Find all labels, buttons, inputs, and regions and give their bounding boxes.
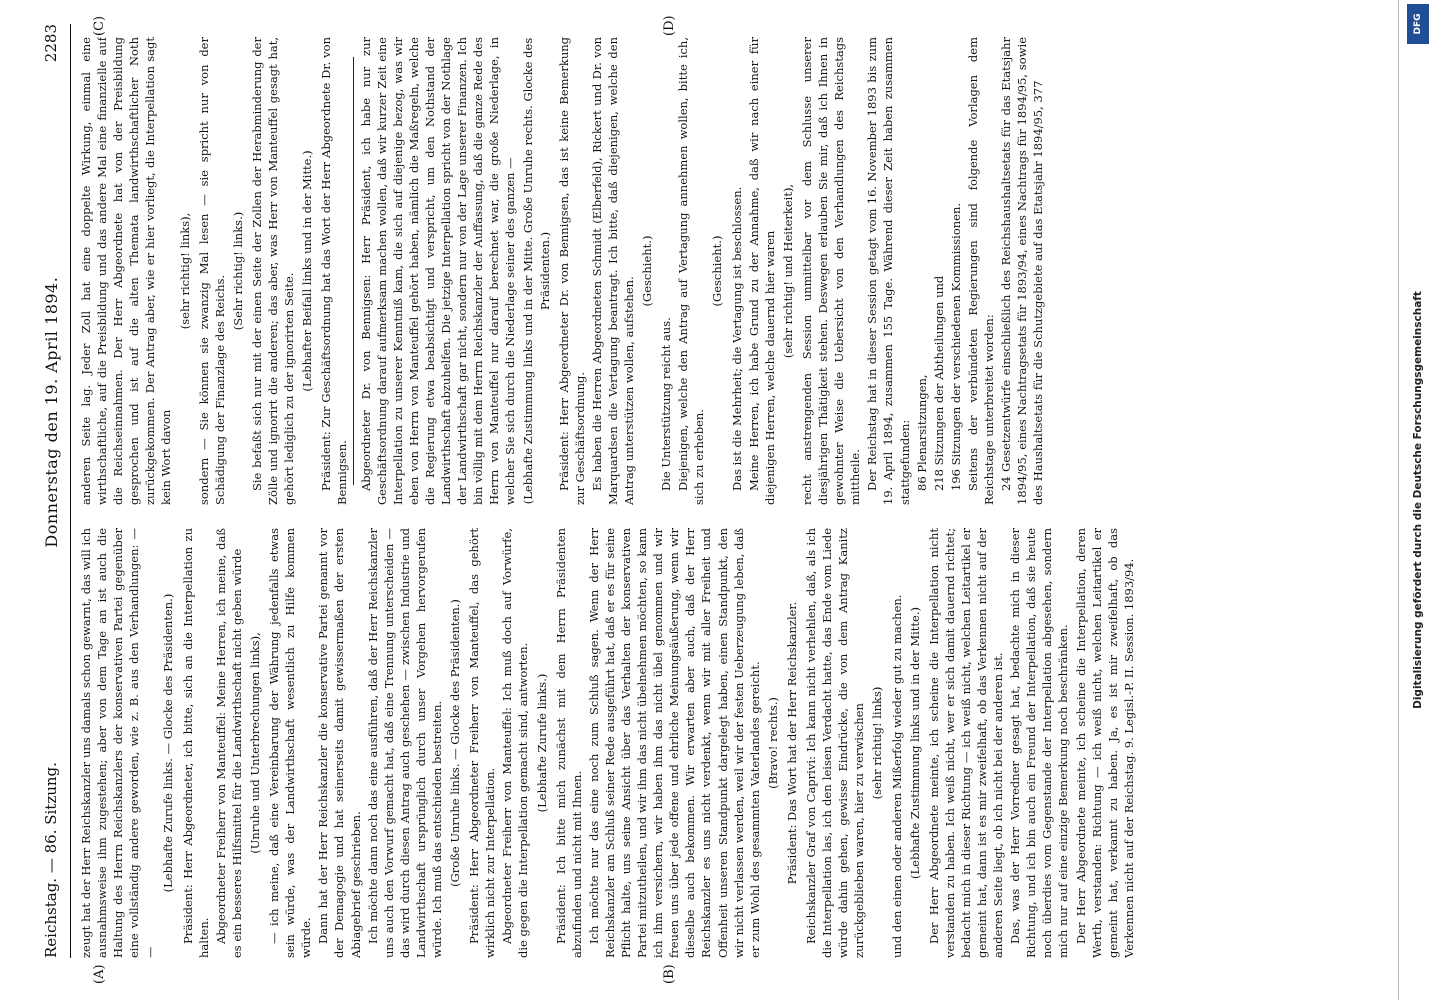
- interjection: (Lebhafte Zustimmung links und in der Mitte.): [907, 607, 922, 879]
- paragraph: Sie befaßt sich nur mit der einen Seite der Zollen der Herabminderung der Zölle und ignorirt die anderen; das aber, was Herr von Manteuffel gesagt hat, gehört lediglich zu der ignorirten Seite.: [249, 37, 297, 505]
- dfg-logo: [1407, 4, 1429, 44]
- margin-mark-b: (B): [662, 964, 677, 984]
- paragraph: Meine Herren, ich habe Grund zu der Annahme, daß wir nach einer für diejenigen Herren, welche dauernd hier waren: [746, 37, 777, 505]
- interjection: (Sehr richtig! links.): [230, 211, 245, 331]
- interjection: (Große Unruhe links. — Glocke des Präsidenten.): [448, 599, 463, 887]
- header-left: Reichstag. — 86. Sitzung.: [42, 762, 60, 958]
- page-number: 2283: [42, 24, 60, 63]
- interjection: (Unruhe und Unterbrechungen links),: [247, 632, 262, 854]
- interjection: (sehr richtig! links): [870, 686, 885, 800]
- paragraph: Diejenigen, welche den Antrag auf Vertagung annehmen wollen, bitte ich, sich zu erheben.: [676, 37, 707, 505]
- paragraph: Ich möchte dann noch das eine ausführen, daß der Herr Reichskanzler uns auch den Vorwurf gemacht hat, daß eine Trennung unterscheiden — das wird durch diesen Antrag auch geschehen — zwischen Industrie und Landwirthschaft ursprünglich durch unser Vorgehen hervorgerufen würde. Ich muß das entschieden bestreiten.: [365, 528, 444, 958]
- paragraph: Seitens der verbündeten Regierungen sind folgende Vorlagen dem Reichstage unterbreitet worden:: [965, 37, 996, 505]
- interjection: (Geschieht.): [710, 235, 725, 307]
- header-date: Donnerstag den 19. April 1894.: [41, 276, 61, 548]
- interjection: (Lebhafte Zurufe links.): [534, 673, 549, 813]
- section-rule: [353, 57, 354, 485]
- paragraph: zeugt hat der Herr Reichskanzler uns damals schon gewarnt, das will ich ausnahmsweise ihm zugestehen; aber von dem Tage an ist auch die Haltung des Herrn Reichskanzlers der konservativen Partei gegenüber eine vollständig andere geworden, wie z. B. aus den Verhandlungen: — —: [79, 528, 158, 958]
- text-column-left: [78, 528, 1370, 958]
- dfg-logo-text: DFG: [1413, 13, 1423, 35]
- paragraph: Die Unterstützung reicht aus.: [659, 317, 674, 491]
- paragraph: Der Reichstag hat in dieser Session getagt vom 16. November 1893 bis zum 19. April 1894, zusammen 155 Tage. Während dieser Zeit haben zusammen stattgefunden:: [865, 37, 912, 505]
- margin-mark-c: (C): [92, 15, 107, 36]
- paragraph: Abgeordneter Freiherr von Manteuffel: Meine Herren, ich meine, daß es ein besseres Hilfsmittel für die Landwirthschaft nicht geben würde: [213, 528, 244, 958]
- paragraph: Dann hat der Herr Reichskanzler die konservative Partei genannt vor der Demagogie und hat seinerseits damit gewissermaßen der ersten Abiagebrief geschrieben.: [316, 528, 363, 958]
- paragraph: Präsident: Herr Abgeordneter, ich bitte, sich an die Interpellation zu halten.: [180, 528, 211, 958]
- paragraph: Präsident: Ich bitte mich zunächst mit dem Herrn Präsidenten abzufinden und nicht mit Ihnen.: [553, 528, 584, 958]
- paragraph: Das, was der Herr Vorredner gesagt hat, bedachte mich in dieser Richtung, und ich bin auch ein Freund der Interpellation, daß sie heute noch überdies vom Gegenstande der Interpellation abgesehen, sondern mich nur auf eine einzige Bemerkung noch beschränken.: [1008, 528, 1071, 958]
- paragraph: Abgeordneter Freiherr von Manteuffel: Ich muß doch auf Vorwürfe, die gegen die Interpellation gemacht sind, antworten.: [500, 528, 531, 958]
- margin-separator: [1398, 0, 1399, 1000]
- paragraph: Ich möchte nur das eine noch zum Schluß sagen. Wenn der Herr Reichskanzler am Schluß seiner Rede ausgeführt hat, daß er es für seine Pflicht halte, uns seine Ansicht über das Verhalten der konservativen Partei mitzutheilen, und wir ihm das nicht übelnehmen möchten, so kann ich ihm versichern, wir haben ihm das nicht übel genommen und wir freuen uns über jede offene und ehrliche Meinungsäußerung, wenn wir dieselbe auch bekommen. Wir erwarten aber auch, daß der Herr Reichskanzler es uns nicht verdenkt, wenn wir mit aller Freiheit und Offenheit unseren Standpunkt dargelegt haben, einen Standpunkt, den wir nicht verlassen werden, weil wir der festen Ueberzeugung leben, daß er zum Wohl des gesammten Vaterlandes gereicht.: [586, 528, 762, 958]
- interjection: (Lebhafter Beifall links und in der Mitte.): [300, 150, 315, 392]
- margin-mark-a: (A): [92, 964, 107, 984]
- paragraph: Reichskanzler Graf von Caprivi: Ich kann nicht verhehlen, daß, als ich die Interpellation las, ich den leisen Verdacht hatte, das Ende vom Liede würde dahin gehen, gewisse Eindrücke, die von dem Antrag Kanitz zurückgeblieben waren, hier zu verwischen: [804, 528, 867, 958]
- paragraph: Das ist die Mehrheit; die Vertagung ist beschlossen.: [729, 186, 744, 491]
- paragraph: Der Herr Abgeordnete meinte, ich scheine die Interpellation nicht verstanden zu haben. Ich weiß nicht, wer er sich damit dauernd richtet; bedacht mich in dieser Richtung — ich weiß nicht, welchen Leitartikel er gemeint hat, dann ist es mir zweifelhaft, ob das Verkennen nicht auf der anderen Seite liegt, ob ich nicht bei der anderen ist.: [926, 528, 1006, 958]
- paragraph: anderen Seite lag. Jeder Zoll hat eine doppelte Wirkung, einmal eine wirthschaftliche, auf die Preisbildung und das andere Mal eine finanzielle auf die Reichseinnahmen. Der Herr Abgeordnete hat von der Preisbildung gesprochen und ist auf die alten Themata landwirthschaftlicher Noth zurückgekommen. Der Antrag aber, wie er hier vorliegt, die Interpellation sagt kein Wort davon: [79, 37, 174, 505]
- paragraph: — ich meine, daß eine Vereinbarung der Währung jedenfalls etwas sein würde, was der Landwirthschaft wesentlich zu Hilfe kommen würde.: [267, 528, 314, 958]
- paragraph: sondern — Sie können sie zwanzig Mal lesen — sie spricht nur von der Schädigung der Finanzlage des Reichs.: [196, 37, 227, 505]
- paragraph: Präsident: Zur Geschäftsordnung hat das Wort der Herr Abgeordnete Dr. von Bennigsen.: [319, 37, 350, 505]
- margin-mark-d: (D): [662, 15, 677, 36]
- text-column-right: [78, 37, 1370, 505]
- interjection: (Geschieht.): [640, 235, 655, 307]
- interjection: (Lebhafte Zustimmung links und in der Mitte. Große Unruhe rechts. Glocke des Präsidenten.): [521, 37, 552, 505]
- interjection: (Bravo! rechts.): [765, 697, 780, 789]
- speaker-line: Präsident: Das Wort hat der Herr Reichskanzler.: [784, 601, 799, 885]
- digitization-footer: [1404, 0, 1432, 1000]
- paragraph: Präsident: Herr Abgeordneter Freiherr von Manteuffel, das gehört wirklich nicht zur Interpellation.: [467, 528, 498, 958]
- paragraph: recht anstrengenden Session unmittelbar vor dem Schlusse unserer diesjährigen Thätigkeit stehen. Deswegen erlauben Sie mir, daß ich Ihnen in gewohnter Weise die Uebersicht von den Verhandlungen des Reichstags mittheile.: [799, 37, 863, 505]
- interjection: (sehr richtig! links),: [177, 212, 192, 330]
- list-item: 196 Sitzungen der verschiedenen Kommissionen.: [948, 202, 963, 491]
- paragraph: Der Herr Abgeordnete meinte, ich scheine die Interpellation, deren Werth, verstanden: Richtung — ich weiß nicht, welchen Leitartikel er gemeint hat, verkannt zu haben. Ja, es ist mir zweifelhaft, ob das Verkennen nicht auf der Reichstag. 9. Legisl.-P. II. Session. 1893/94.: [1073, 528, 1136, 958]
- paragraph: und den einen oder anderen Mißerfolg wieder gut zu machen.: [889, 594, 904, 958]
- interjection: (sehr richtig! und Heiterkeit),: [780, 183, 795, 359]
- paragraph: Präsident: Herr Abgeordneter Dr. von Bennigsen, das ist keine Bemerkung zur Geschäftsordnung.: [556, 37, 587, 505]
- funding-notice: Digitalisierung gefördert durch die Deutsche Forschungsgemeinschaft: [1412, 291, 1424, 709]
- interjection: (Lebhafte Zurufe links. — Glocke des Präsidenten.): [161, 593, 176, 893]
- list-item: 86 Plenarsitzungen,: [914, 374, 929, 491]
- list-item: 24 Gesetzentwürfe einschließlich des Reichshaushaltsetats für das Etatsjahr 1894/95, eines Nachtragsetats für 1893/94, eines Nachtrags für 1894/95, sowie des Haushaltsetats für die Schutzgebiete auf das Etatsjahr 1894/95, 377: [999, 37, 1046, 505]
- list-item: 218 Sitzungen der Abtheilungen und: [931, 275, 946, 491]
- paragraph: Abgeordneter Dr. von Bennigsen: Herr Präsident, ich habe nur zur Geschäftsordnung darauf aufmerksam machen wollen, daß wir kurzer Zeit eine Interpellation zu unserer Kenntniß kam, die sich auf diejenige bezog, was wir eben von Herrn von Manteuffel gehört haben, nämlich die Maßregeln, welche die Regierung etwa beabsichtigt und verspricht, um den Nothstand der Landwirthschaft abzuhelfen. Die jetzige Interpellation spricht von der Nothlage der Landwirthschaft gar nicht, sondern nur von der Lage unserer Finanzen. Ich bin völlig mit dem Herrn Reichskanzler der Auffassung, daß die ganze Rede des Herrn von Manteuffel nur darauf berechnet war, die große Niederlage, in welcher Sie sich durch die Niederlage seiner des ganzen —: [358, 37, 518, 505]
- paragraph: Es haben die Herren Abgeordneten Schmidt (Elberfeld), Rickert und Dr. von Marquardsen die Vertagung beantragt. Ich bitte, daß diejenigen, welche den Antrag unterstützen wollen, aufstehen.: [589, 37, 636, 505]
- scanned-page: [2, 2, 1430, 998]
- page-header: [32, 24, 71, 958]
